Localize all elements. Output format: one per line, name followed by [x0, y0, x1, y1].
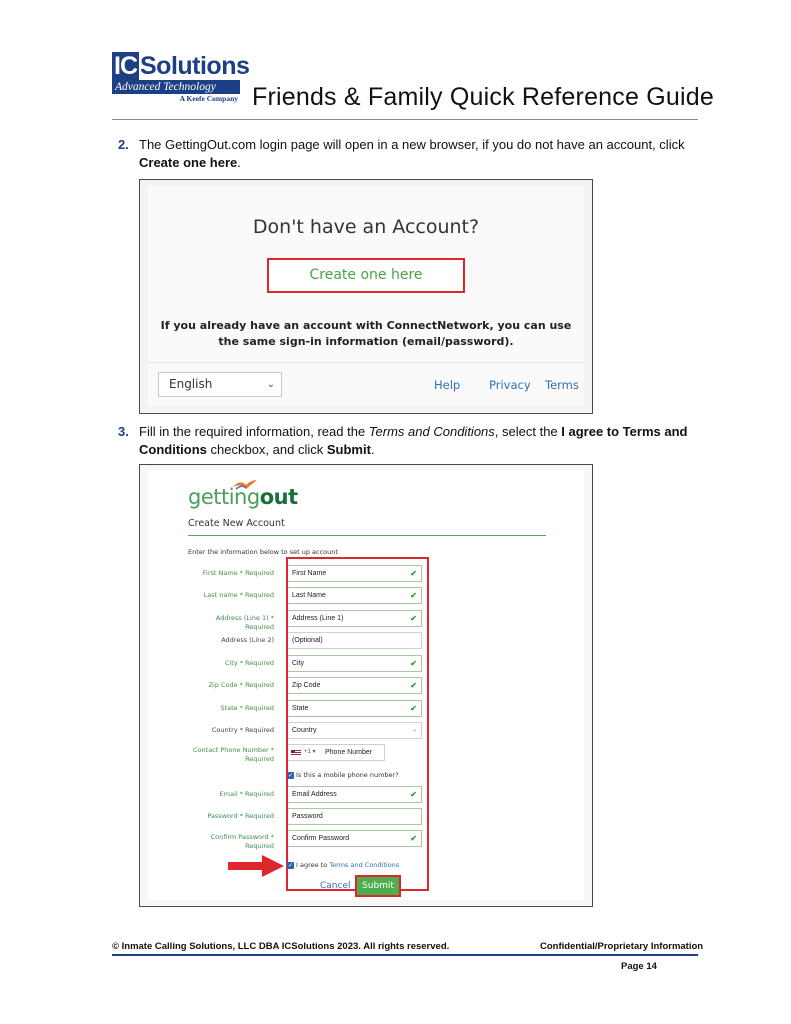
step-text-part: , select the	[494, 424, 562, 439]
red-arrow-icon	[228, 855, 284, 877]
checkbox-checked-icon[interactable]: ✓	[287, 861, 294, 869]
input-value: Password	[292, 813, 323, 820]
language-select[interactable]	[158, 372, 282, 397]
form-intro: Enter the information below to set up account	[188, 548, 338, 556]
gettingout-logo	[188, 485, 298, 509]
phone-label: Contact Phone Number * Required	[193, 746, 274, 763]
check-icon: ✔	[410, 790, 417, 799]
step-text-part: The GettingOut.com login page will open in a new browser, if you do not have an account, click	[139, 137, 685, 152]
check-icon: ✔	[410, 704, 417, 713]
input-value: City	[292, 660, 305, 667]
help-link[interactable]: Help	[434, 378, 461, 392]
login-page-screenshot	[139, 179, 593, 414]
input-value: Zip Code	[292, 682, 321, 689]
check-icon: ✔	[410, 614, 417, 623]
input-value: Address (Line 1)	[292, 615, 344, 622]
no-account-heading: Don't have an Account?	[252, 216, 480, 238]
zip-code-label: Zip Code * Required	[208, 681, 274, 689]
mobile-question-label: Is this a mobile phone number?	[296, 771, 399, 779]
step-number: 3.	[118, 424, 129, 439]
signup-page-screenshot	[139, 464, 593, 907]
logo-ic-mark: IC	[114, 52, 137, 80]
logo-light-text: getting	[188, 485, 260, 509]
copyright-text: © Inmate Calling Solutions, LLC DBA ICSolutions 2023. All rights reserved.	[112, 941, 450, 952]
password-label: Password * Required	[207, 812, 274, 820]
create-one-here-link[interactable]: Create one here	[267, 258, 465, 293]
required-fields-highlight	[286, 557, 429, 891]
check-icon: ✔	[410, 834, 417, 843]
step-italic-text: Terms and Conditions	[368, 424, 495, 439]
first-name-label: First Name * Required	[202, 569, 274, 577]
agree-terms-row[interactable]	[287, 861, 399, 869]
input-value: State	[292, 705, 309, 712]
language-value: English	[169, 377, 213, 391]
login-panel	[148, 186, 584, 406]
address-line2-label: Address (Line 2)	[221, 636, 274, 644]
step-bold-text: I agree to Terms and Conditions	[139, 424, 688, 457]
step-text-part: Fill in the required information, read the	[139, 424, 369, 439]
connectnetwork-info: If you already have an account with ConnectNetwork, you can use the same sign-in information (email/password).	[160, 319, 572, 348]
country-code-value: +1	[304, 749, 311, 755]
country-code: +1 ▾	[304, 749, 316, 755]
chevron-down-icon: ⌄	[266, 379, 275, 390]
page-number: Page 14	[621, 961, 657, 972]
state-label: State * Required	[220, 704, 274, 712]
step-text-part: .	[237, 155, 241, 170]
agree-label: I agree to	[296, 861, 330, 869]
icsolutions-logo	[112, 50, 250, 103]
create-account-title: Create New Account	[188, 518, 285, 529]
input-value: (Optional)	[292, 637, 323, 644]
input-value: Country	[292, 727, 317, 734]
logo-company: A Keefe Company	[179, 94, 238, 103]
country-label: Country * Required	[211, 726, 274, 734]
document-title: Friends & Family Quick Reference Guide	[252, 83, 714, 111]
check-icon: ✔	[410, 569, 417, 578]
check-icon: ✔	[410, 681, 417, 690]
step-number: 2.	[118, 137, 129, 152]
signup-panel	[148, 470, 584, 900]
address-line1-label: Address (Line 1) * Required	[215, 614, 274, 631]
step-text-part: .	[370, 442, 375, 457]
input-value: Email Address	[292, 791, 337, 798]
cancel-button[interactable]: Cancel	[320, 881, 351, 891]
terms-link[interactable]: Terms	[545, 378, 579, 392]
footer-divider	[112, 954, 698, 956]
phone-placeholder: Phone Number	[325, 749, 373, 756]
step-text	[139, 136, 701, 172]
last-name-label: Last name * Required	[203, 591, 274, 599]
email-label: Email * Required	[219, 790, 274, 798]
step-text-part: checkbox, and click	[206, 442, 327, 457]
step-bold-text: Submit	[326, 442, 371, 457]
logo-solutions-text: Solutions	[140, 52, 250, 80]
confidential-text: Confidential/Proprietary Information	[540, 941, 704, 952]
input-value: Last Name	[292, 592, 326, 599]
chevron-down-icon: ⌄	[411, 727, 417, 733]
title-divider	[188, 535, 546, 536]
submit-button[interactable]: Submit	[355, 875, 401, 897]
step-text	[139, 423, 701, 459]
logo-tagline: Advanced Technology	[112, 80, 240, 94]
privacy-link[interactable]: Privacy	[489, 378, 531, 392]
logo-bold-text: out	[259, 485, 298, 509]
header-divider	[112, 119, 698, 120]
input-value: First Name	[292, 570, 327, 577]
terms-conditions-link[interactable]: Terms and Conditions	[329, 861, 400, 869]
check-icon: ✔	[410, 659, 417, 668]
city-label: City * Required	[224, 659, 274, 667]
step-bold-text: Create one here	[139, 155, 238, 170]
confirm-password-label: Confirm Password * Required	[210, 833, 274, 850]
check-icon: ✔	[410, 591, 417, 600]
checkbox-checked-icon[interactable]: ✓	[287, 771, 294, 779]
login-footer	[148, 362, 584, 406]
input-value: Confirm Password	[292, 835, 350, 842]
